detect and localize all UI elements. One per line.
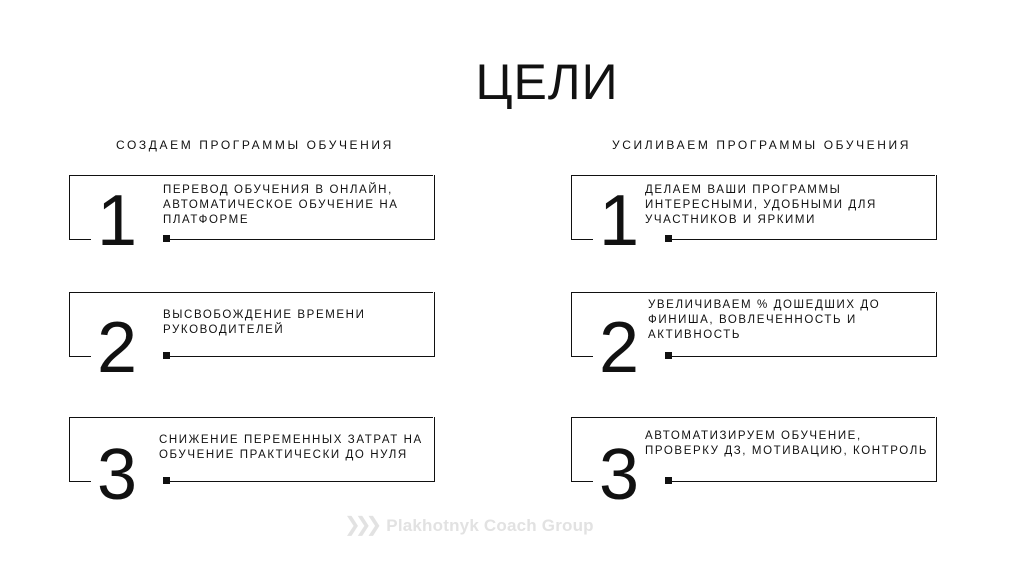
goal-card-left-2 bbox=[69, 292, 435, 388]
card-border bbox=[69, 356, 91, 357]
card-border bbox=[167, 239, 435, 240]
card-border bbox=[571, 239, 593, 240]
goal-number: 3 bbox=[599, 435, 640, 515]
square-marker-icon bbox=[163, 477, 170, 484]
goal-number: 1 bbox=[599, 181, 640, 261]
goal-card-right-3 bbox=[571, 417, 937, 515]
card-border bbox=[571, 417, 935, 418]
card-border bbox=[571, 175, 572, 239]
square-marker-icon bbox=[163, 352, 170, 359]
double-chevron-right-icon: ❯❯❯ bbox=[344, 514, 377, 536]
card-border bbox=[69, 175, 433, 176]
goal-card-right-2 bbox=[571, 292, 937, 388]
card-border bbox=[669, 239, 937, 240]
watermark-text: Plakhotnyk Coach Group bbox=[386, 516, 594, 535]
goal-card-left-1 bbox=[69, 175, 435, 261]
card-border bbox=[936, 175, 937, 239]
goal-card-left-3 bbox=[69, 417, 435, 515]
card-border bbox=[669, 356, 937, 357]
card-border bbox=[167, 481, 435, 482]
goal-text: УВЕЛИЧИВАЕМ % ДОШЕДШИХ ДО ФИНИША, ВОВЛЕЧЕННОСТЬ И АКТИВНОСТЬ bbox=[648, 299, 881, 341]
right-column-header: УСИЛИВАЕМ ПРОГРАММЫ ОБУЧЕНИЯ bbox=[612, 138, 912, 152]
goal-number: 2 bbox=[97, 308, 138, 388]
card-border bbox=[936, 292, 937, 356]
card-border bbox=[571, 292, 935, 293]
card-border bbox=[69, 481, 91, 482]
card-border bbox=[167, 356, 435, 357]
card-border bbox=[69, 417, 70, 481]
card-border bbox=[571, 417, 572, 481]
goal-text: АВТОМАТИЗИРУЕМ ОБУЧЕНИЕ, ПРОВЕРКУ ДЗ, МОТИВАЦИЮ, КОНТРОЛЬ bbox=[645, 430, 929, 457]
goal-text: ПЕРЕВОД ОБУЧЕНИЯ В ОНЛАЙН, АВТОМАТИЧЕСКОЕ ОБУЧЕНИЕ НА ПЛАТФОРМЕ bbox=[163, 184, 399, 226]
card-border bbox=[936, 417, 937, 481]
goal-card-right-1 bbox=[571, 175, 937, 261]
card-border bbox=[571, 292, 572, 356]
goal-number: 1 bbox=[97, 181, 138, 261]
square-marker-icon bbox=[665, 352, 672, 359]
goal-text: ВЫСВОБОЖДЕНИЕ ВРЕМЕНИ РУКОВОДИТЕЛЕЙ bbox=[163, 309, 366, 336]
square-marker-icon bbox=[163, 235, 170, 242]
goal-number: 3 bbox=[97, 435, 138, 515]
card-border bbox=[434, 292, 435, 356]
slide-title: ЦЕЛИ bbox=[475, 54, 619, 110]
card-border bbox=[69, 292, 433, 293]
watermark bbox=[344, 512, 594, 537]
square-marker-icon bbox=[665, 477, 672, 484]
card-border bbox=[571, 175, 935, 176]
goal-text: ДЕЛАЕМ ВАШИ ПРОГРАММЫ ИНТЕРЕСНЫМИ, УДОБНЫМИ ДЛЯ УЧАСТНИКОВ И ЯРКИМИ bbox=[645, 184, 877, 226]
card-border bbox=[434, 417, 435, 481]
card-border bbox=[69, 292, 70, 356]
card-border bbox=[69, 175, 70, 239]
square-marker-icon bbox=[665, 235, 672, 242]
card-border bbox=[69, 417, 433, 418]
goal-number: 2 bbox=[599, 308, 640, 388]
card-border bbox=[571, 481, 593, 482]
goal-text: СНИЖЕНИЕ ПЕРЕМЕННЫХ ЗАТРАТ НА ОБУЧЕНИЕ ПРАКТИЧЕСКИ ДО НУЛЯ bbox=[159, 434, 423, 461]
left-column-header: СОЗДАЕМ ПРОГРАММЫ ОБУЧЕНИЯ bbox=[116, 138, 394, 152]
card-border bbox=[669, 481, 937, 482]
card-border bbox=[69, 239, 91, 240]
card-border bbox=[434, 175, 435, 239]
card-border bbox=[571, 356, 593, 357]
